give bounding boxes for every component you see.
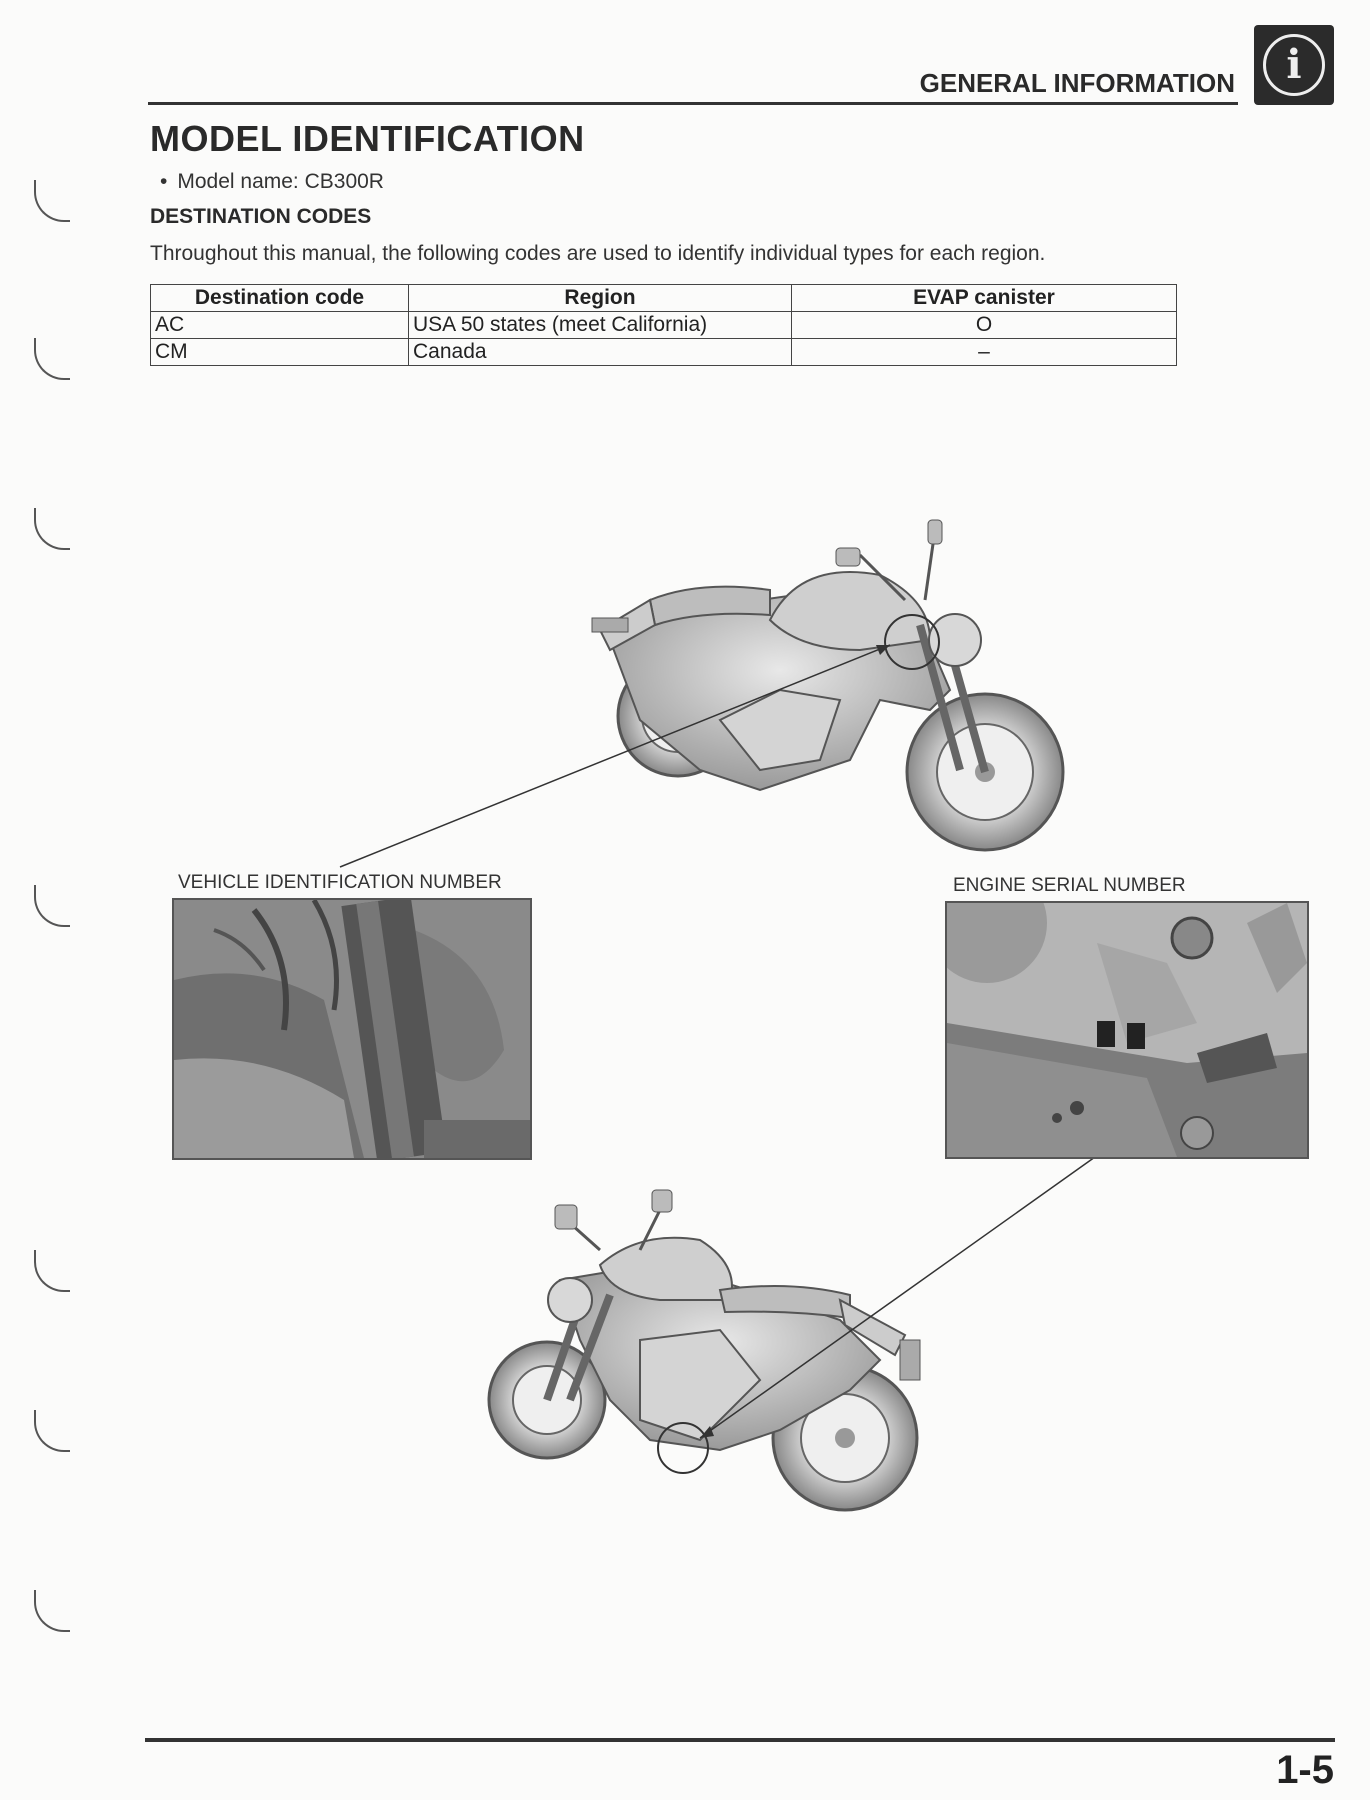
- table-cell: CM: [151, 339, 409, 366]
- vin-caption: VEHICLE IDENTIFICATION NUMBER: [178, 872, 502, 893]
- table-header-cell: Region: [409, 285, 792, 312]
- engine-closeup-photo: [945, 901, 1309, 1159]
- table-header-cell: Destination code: [151, 285, 409, 312]
- vin-closeup-photo: [172, 898, 532, 1160]
- headlight: [548, 1278, 592, 1322]
- table-cell: USA 50 states (meet California): [409, 312, 792, 339]
- table-cell: O: [792, 312, 1177, 339]
- motorcycle-bottom-illustration: [489, 1190, 920, 1510]
- page-number: 1-5: [1276, 1748, 1334, 1792]
- bullet-dot-icon: •: [160, 170, 168, 193]
- table-cell: –: [792, 339, 1177, 366]
- intro-paragraph: Throughout this manual, the following codes are used to identify individual types for each region.: [150, 242, 1046, 265]
- info-glyph: i: [1263, 34, 1325, 96]
- section-title: GENERAL INFORMATION: [919, 68, 1235, 98]
- headlight: [929, 614, 981, 666]
- table-cell: AC: [151, 312, 409, 339]
- model-name-text: Model name: CB300R: [177, 170, 384, 193]
- table-header-cell: EVAP canister: [792, 285, 1177, 312]
- tail-light: [592, 618, 628, 632]
- motorcycle-top-illustration: [592, 520, 1063, 850]
- footer-rule: [145, 1738, 1335, 1742]
- destination-heading: DESTINATION CODES: [150, 205, 372, 228]
- table-cell: Canada: [409, 339, 792, 366]
- page-title: MODEL IDENTIFICATION: [150, 118, 585, 159]
- engine-caption: ENGINE SERIAL NUMBER: [953, 875, 1186, 896]
